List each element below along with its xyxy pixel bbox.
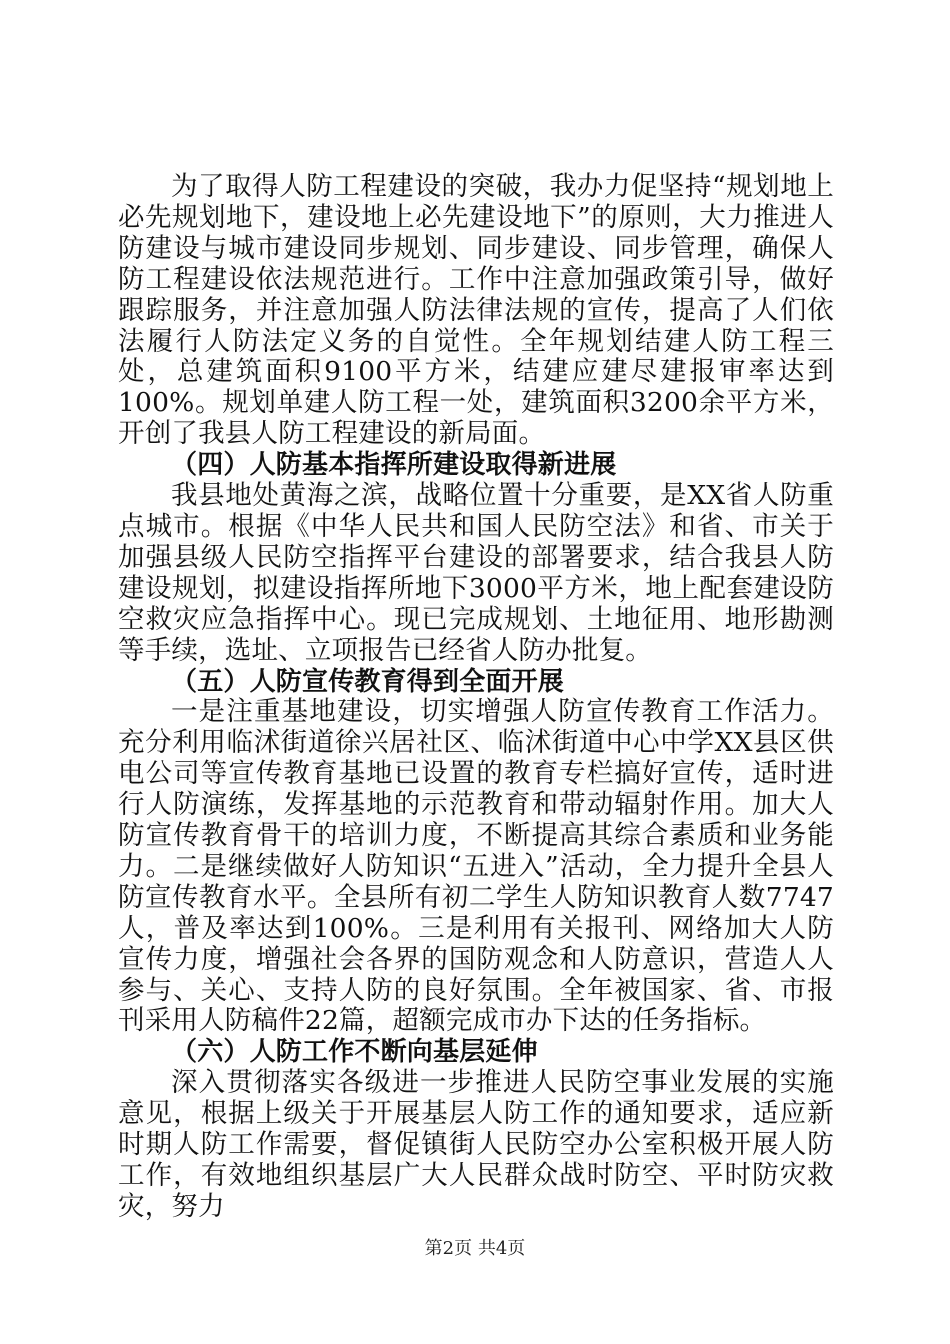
section-heading: （五）人防宣传教育得到全面开展 bbox=[171, 666, 565, 697]
document-body bbox=[118, 172, 834, 1223]
page-footer: 第2页 共4页 bbox=[424, 1238, 526, 1259]
body-paragraph: 深入贯彻落实各级进一步推进人民防空事业发展的实施意见，根据上级关于开展基层人防工作的通知要求，适应新时期人防工作需要，督促镇街人民防空办公室积极开展人防工作，有效地组织基层广大人民群众战时防空、平时防灾救灾，努力 bbox=[118, 1067, 834, 1222]
section-heading: （四）人防基本指挥所建设取得新进展 bbox=[171, 450, 617, 481]
body-paragraph: 一是注重基地建设，切实增强人防宣传教育工作活力。充分利用临沭街道徐兴居社区、临沭街道中心中学XX县区供电公司等宣传教育基地已设置的教育专栏搞好宣传，适时进行人防演练，发挥基地的示范教育和带动辐射作用。加大人防宣传教育骨干的培训力度，不断提高其综合素质和业务能力。二是继续做好人防知识“五进入”活动，全力提升全县人防宣传教育水平。全县所有初二学生人防知识教育人数7747人，普及率达到100%。三是利用有关报刊、网络加大人防宣传力度，增强社会各界的国防观念和人防意识，营造人人参与、关心、支持人防的良好氛围。全年被国家、省、市报刊采用人防稿件22篇，超额完成市办下达的任务指标。 bbox=[118, 696, 834, 1037]
body-paragraph: 为了取得人防工程建设的突破，我办力促坚持“规划地上必先规划地下，建设地上必先建设地下”的原则，大力推进人防建设与城市建设同步规划、同步建设、同步管理，确保人防工程建设依法规范进行。工作中注意加强政策引导，做好跟踪服务，并注意加强人防法律法规的宣传，提高了人们依法履行人防法定义务的自觉性。全年规划结建人防工程三处，总建筑面积9100平方米，结建应建尽建报审率达到100%。规划单建人防工程一处，建筑面积3200余平方米，开创了我县人防工程建设的新局面。 bbox=[118, 171, 834, 450]
body-paragraph: 我县地处黄海之滨，战略位置十分重要，是XX省人防重点城市。根据《中华人民共和国人民防空法》和省、市关于加强县级人民防空指挥平台建设的部署要求，结合我县人防建设规划，拟建设指挥所地下3000平方米，地上配套建设防空救灾应急指挥中心。现已完成规划、土地征用、地形勘测等手续，选址、立项报告已经省人防办批复。 bbox=[118, 480, 834, 666]
section-heading: （六）人防工作不断向基层延伸 bbox=[171, 1037, 538, 1068]
